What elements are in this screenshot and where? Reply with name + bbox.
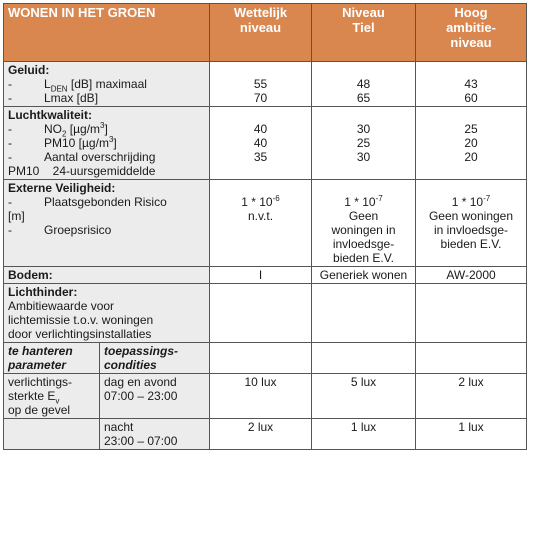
param-header: te hanteren parameter — [4, 343, 100, 374]
bodem-hoog: AW-2000 — [416, 267, 527, 284]
night-hoog: 1 lux — [416, 419, 527, 450]
section-luchtkwaliteit — [4, 107, 527, 180]
header-tiel: Niveau Tiel — [312, 4, 416, 62]
lucht-label: Luchtkwaliteit: - $NO_2$ $[\mu g/m^3]$ - PM10 $[\mu g/m^3]$ - Aantal overschrijding PM10 24-uursgemiddelde — [4, 107, 210, 180]
subheader-empty-2 — [312, 343, 416, 374]
geluid-wettelijk: 55 70 — [210, 62, 312, 107]
licht-empty-2 — [312, 284, 416, 343]
licht-empty-1 — [210, 284, 312, 343]
night-cond: nacht 23:00 – 07:00 — [100, 419, 210, 450]
licht-night-row — [4, 419, 527, 450]
section-geluid — [4, 62, 527, 107]
day-tiel: 5 lux — [312, 374, 416, 419]
day-cond: dag en avond 07:00 – 23:00 — [100, 374, 210, 419]
night-tiel: 1 lux — [312, 419, 416, 450]
night-wettelijk: 2 lux — [210, 419, 312, 450]
section-bodem — [4, 267, 527, 284]
param-cell: verlichtings- sterkte $E_v$ op de gevel — [4, 374, 100, 419]
licht-empty-3 — [416, 284, 527, 343]
lucht-hoog: 25 20 20 — [416, 107, 527, 180]
subheader-empty-3 — [416, 343, 527, 374]
environment-table — [3, 3, 527, 450]
licht-label: Lichthinder: Ambitiewaarde voor lichtemissie t.o.v. woningen door verlichtingsinstallaties — [4, 284, 210, 343]
header-wettelijk: Wettelijk niveau — [210, 4, 312, 62]
extern-hoog: $1 * 10^{-7}$ Geen woningen in invloedsge- bieden E.V. — [416, 180, 527, 267]
header-row — [4, 4, 527, 62]
section-lichthinder — [4, 284, 527, 343]
extern-label: Externe Veiligheid: - Plaatsgebonden Risico [m] - Groepsrisico — [4, 180, 210, 267]
lucht-wettelijk: 40 40 35 — [210, 107, 312, 180]
cond-header: toepassings- condities — [100, 343, 210, 374]
bodem-wettelijk: I — [210, 267, 312, 284]
licht-subheader-row — [4, 343, 527, 374]
param-empty — [4, 419, 100, 450]
geluid-label: Geluid: - $L_{DEN}$ [dB] maximaal - Lmax [dB] — [4, 62, 210, 107]
header-hoog: Hoog ambitie- niveau — [416, 4, 527, 62]
section-externe-veiligheid — [4, 180, 527, 267]
day-wettelijk: 10 lux — [210, 374, 312, 419]
lucht-tiel: 30 25 30 — [312, 107, 416, 180]
table-title: WONEN IN HET GROEN — [4, 4, 210, 62]
day-hoog: 2 lux — [416, 374, 527, 419]
geluid-tiel: 48 65 — [312, 62, 416, 107]
extern-tiel: $1 * 10^{-7}$ Geen woningen in invloedsge- bieden E.V. — [312, 180, 416, 267]
bodem-label: Bodem: — [4, 267, 210, 284]
extern-wettelijk: $1 * 10^{-6}$ n.v.t. — [210, 180, 312, 267]
subheader-empty-1 — [210, 343, 312, 374]
licht-day-row — [4, 374, 527, 419]
geluid-hoog: 43 60 — [416, 62, 527, 107]
bodem-tiel: Generiek wonen — [312, 267, 416, 284]
